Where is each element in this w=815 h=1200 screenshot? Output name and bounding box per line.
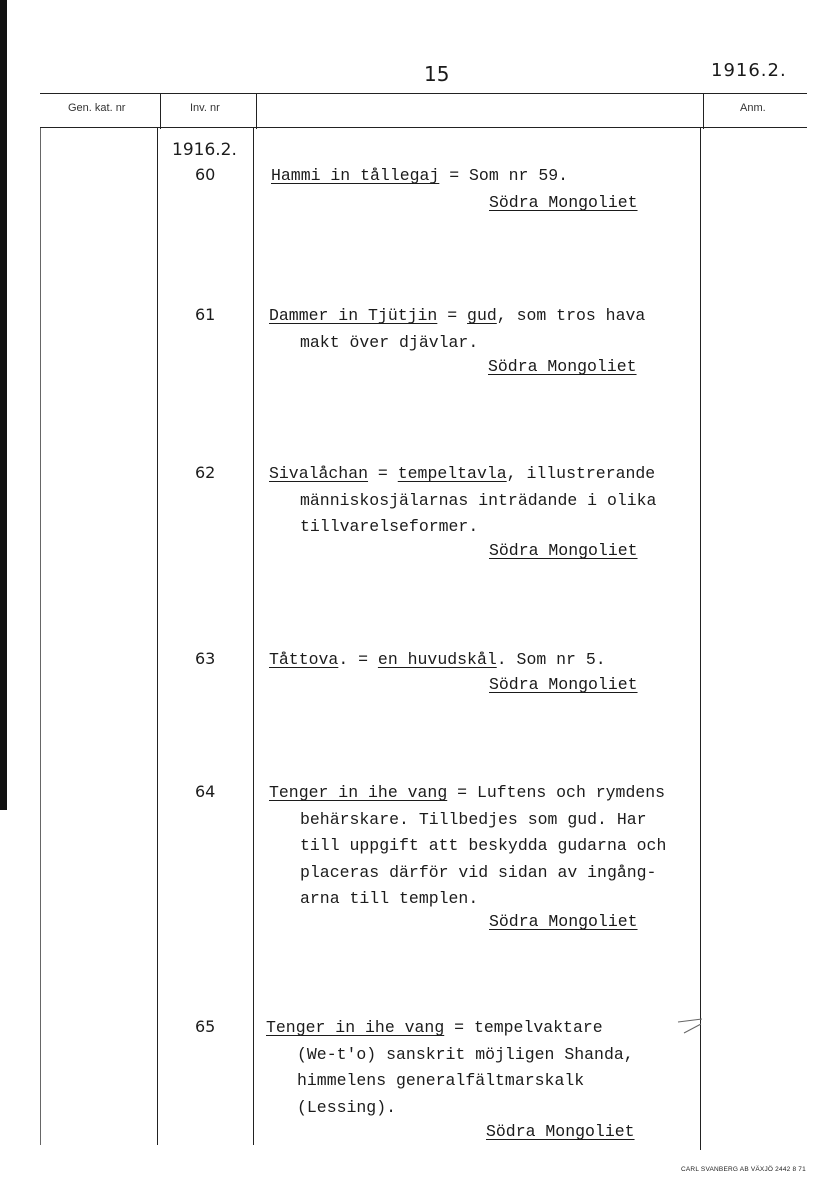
year-heading: 1916.2. bbox=[172, 140, 237, 160]
pencil-mark-icon bbox=[676, 1016, 704, 1038]
inventory-number: 61 bbox=[195, 305, 216, 324]
entry-desc-line: makt över djävlar. bbox=[300, 332, 479, 352]
entry-desc-line: behärskare. Tillbedjes som gud. Har bbox=[300, 809, 647, 829]
entry-desc-line: himmelens generalfältmarskalk bbox=[297, 1071, 585, 1090]
entry-desc-line: placeras därför vid sidan av ingång- bbox=[300, 862, 657, 882]
entry-desc-line: arna till templen. bbox=[300, 889, 479, 908]
entry-separator: = bbox=[368, 464, 398, 483]
column-header-inv: Inv. nr bbox=[190, 102, 220, 114]
entry-term: Hammi in tållegaj bbox=[271, 166, 440, 185]
entry-term: Tenger in ihe vang bbox=[266, 1018, 445, 1037]
entry-desc-line: = Luftens och rymdens bbox=[447, 783, 666, 802]
header-bottom-rule bbox=[40, 127, 807, 128]
inventory-number: 62 bbox=[195, 463, 216, 482]
entry-origin: Södra Mongoliet bbox=[489, 675, 638, 694]
series-number: 1916.2. bbox=[711, 60, 787, 81]
entry-term: en huvudskål bbox=[377, 650, 497, 669]
column-divider-gen-inv bbox=[160, 93, 161, 129]
entry-term: tempeltavla bbox=[397, 464, 507, 483]
entry-desc-line: (Lessing). bbox=[297, 1097, 397, 1117]
inventory-number: 63 bbox=[195, 649, 216, 668]
entry-desc-line: = tempelvaktare bbox=[444, 1018, 603, 1037]
column-header-anm: Anm. bbox=[740, 102, 766, 114]
entry-64 bbox=[269, 780, 666, 913]
column-divider-desc-anm bbox=[703, 93, 704, 129]
entry-term: gud bbox=[467, 306, 497, 325]
printer-mark: CARL SVANBERG AB VÄXJÖ 2442 8 71 bbox=[681, 1166, 806, 1173]
entry-desc-line: , illustrerande bbox=[506, 464, 656, 483]
entry-61 bbox=[269, 303, 645, 356]
entry-origin: Södra Mongoliet bbox=[486, 1122, 635, 1141]
entry-origin: Södra Mongoliet bbox=[489, 193, 638, 212]
column-header-gen-kat: Gen. kat. nr bbox=[68, 102, 126, 114]
entry-desc-line: (We-t'o) sanskrit möjligen Shanda, bbox=[297, 1044, 634, 1064]
entry-separator: = bbox=[437, 306, 468, 325]
entry-desc-line: . Som nr 5. bbox=[496, 650, 606, 669]
entry-term: Tåttova bbox=[269, 650, 339, 669]
entry-desc-line: tillvarelseformer. bbox=[300, 517, 479, 536]
entry-term: Tenger in ihe vang bbox=[269, 783, 448, 802]
entry-desc-line: , som tros hava bbox=[496, 306, 646, 325]
entry-separator: . = bbox=[338, 650, 378, 669]
column-divider-desc-anm-body bbox=[700, 128, 701, 1150]
header-top-rule bbox=[40, 93, 807, 94]
left-margin-rule bbox=[40, 128, 41, 1145]
entry-term: Dammer in Tjütjin bbox=[269, 306, 438, 325]
inventory-number: 64 bbox=[195, 782, 216, 801]
column-divider-gen-inv-body bbox=[157, 128, 158, 1145]
page-number: 15 bbox=[424, 62, 450, 86]
inventory-number: 65 bbox=[195, 1017, 216, 1036]
column-divider-inv-desc bbox=[256, 93, 257, 129]
inventory-number: 60 bbox=[195, 165, 216, 184]
entry-desc-line: människosjälarnas inträdande i olika bbox=[300, 490, 657, 510]
entry-desc-line: = Som nr 59. bbox=[439, 166, 569, 185]
binding-strip bbox=[0, 0, 7, 810]
entry-65 bbox=[266, 1015, 634, 1121]
entry-62 bbox=[269, 461, 656, 541]
entry-term: Sivalåchan bbox=[269, 464, 369, 483]
entry-origin: Södra Mongoliet bbox=[489, 541, 638, 560]
entry-desc-line: till uppgift att beskydda gudarna och bbox=[300, 836, 667, 855]
entry-origin: Södra Mongoliet bbox=[489, 912, 638, 931]
entry-origin: Södra Mongoliet bbox=[488, 357, 637, 376]
column-divider-inv-desc-body bbox=[253, 128, 254, 1145]
entry-60 bbox=[271, 163, 568, 190]
entry-63 bbox=[269, 647, 606, 674]
